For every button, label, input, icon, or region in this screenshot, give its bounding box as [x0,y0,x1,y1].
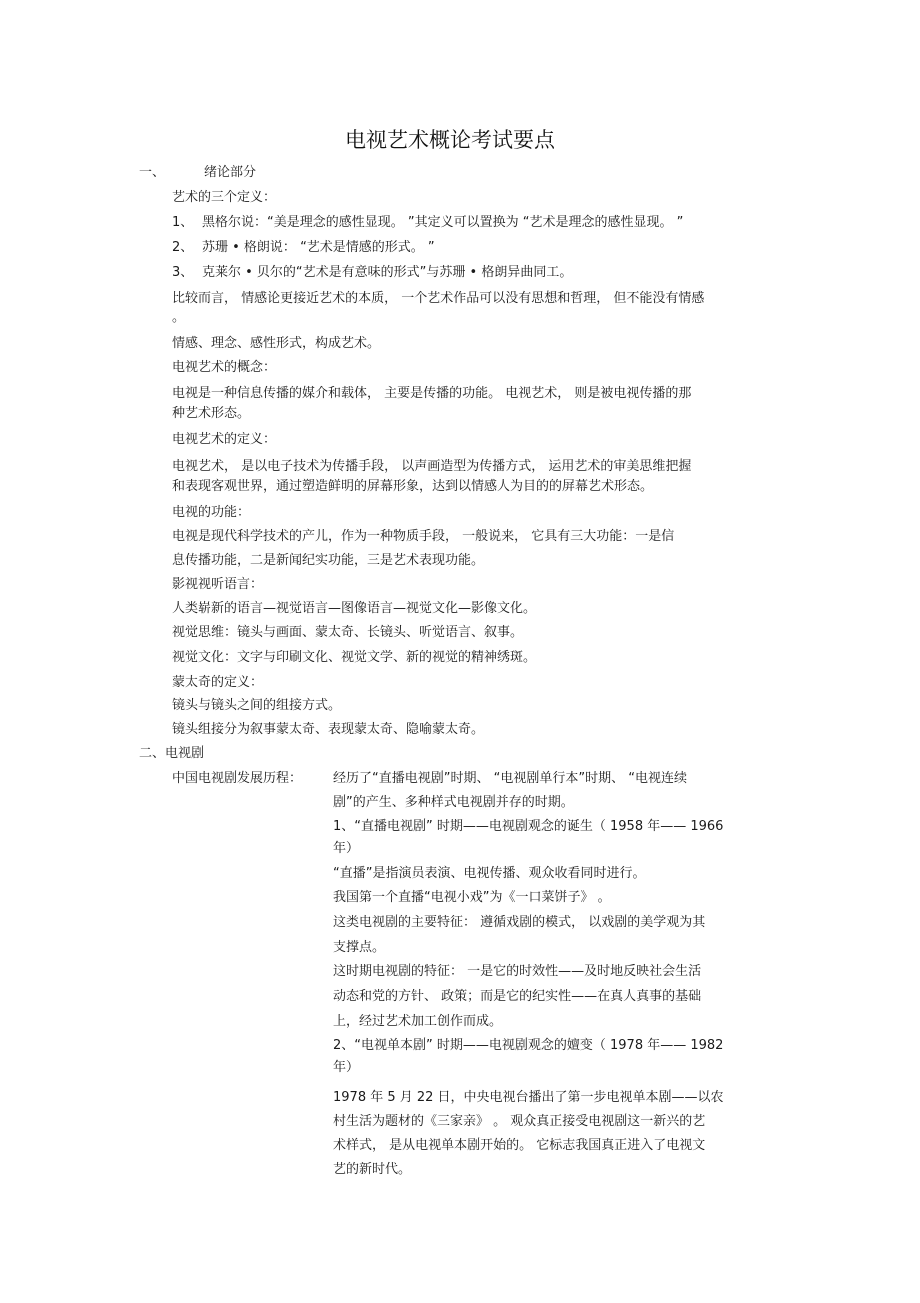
period-1-line-5: 这类电视剧的主要特征： 遵循戏剧的模式， 以戏剧的美学观为其 [333,915,706,930]
period-1-line-2: 年） [333,841,360,856]
section-2-title: 二、电视剧 [139,746,205,761]
defs-heading: 艺术的三个定义： [172,190,277,205]
compare-line-2: 。 [172,310,186,325]
period-2-line-3: 1978 年 5 月 22 日，中央电视台播出了第一步电视单本剧——以农 [333,1090,724,1105]
period-1-line-6: 支撑点。 [333,940,386,955]
document-title: 电视艺术概论考试要点 [345,128,555,152]
period-1-line-9: 上，经过艺术加工创作而成。 [333,1014,503,1029]
history-line-1: 经历了“直播电视剧”时期、 “电视剧单行本”时期、 “电视连续 [333,771,687,786]
history-label: 中国电视剧发展历程： [172,771,303,786]
section-1-title: 绪论部分 [204,165,257,180]
history-line-2: 剧”的产生、多种样式电视剧并存的时期。 [333,795,574,810]
concept-heading: 电视艺术的概念： [172,360,277,375]
definition-line-1: 电视艺术， 是以电子技术为传播手段， 以声画造型为传播方式， 运用艺术的审美思维把握 [172,459,692,474]
def-2-text: 苏珊 • 格朗说： “艺术是情感的形式。 ” [202,240,435,255]
def-3-number: 3、 [172,265,194,280]
av-language-line-2: 视觉思维：镜头与画面、蒙太奇、长镜头、听觉语言、叙事。 [172,625,524,640]
period-2-line-2: 年） [333,1060,360,1075]
concept-line-2: 种艺术形态。 [172,406,251,421]
def-2-number: 2、 [172,240,194,255]
montage-heading: 蒙太奇的定义： [172,675,264,690]
function-heading: 电视的功能： [172,505,251,520]
concept-line-1: 电视是一种信息传播的媒介和载体， 主要是传播的功能。 电视艺术， 则是被电视传播的那 [172,386,692,401]
definition-line-2: 和表现客观世界，通过塑造鲜明的屏幕形象，达到以情感人为目的的屏幕艺术形态。 [172,479,654,494]
av-language-line-3: 视觉文化：文字与印刷文化、视觉文学、新的视觉的精神绣斑。 [172,650,537,665]
function-line-2: 息传播功能，二是新闻纪实功能，三是艺术表现功能。 [172,553,485,568]
section-1-number: 一、 [139,165,166,180]
period-1-line-4: 我国第一个直播“电视小戏”为《一口菜饼子》 。 [333,890,611,905]
definition-heading: 电视艺术的定义： [172,432,277,447]
period-2-line-6: 艺的新时代。 [333,1162,412,1177]
function-line-1: 电视是现代科学技术的产儿，作为一种物质手段， 一般说来， 它具有三大功能：一是信 [172,529,675,544]
montage-line-1: 镜头与镜头之间的组接方式。 [172,698,342,713]
def-3-text: 克莱尔 • 贝尔的“艺术是有意味的形式”与苏珊 • 格朗异曲同工。 [202,265,573,280]
period-2-line-5: 术样式， 是从电视单本剧开始的。 它标志我国真正进入了电视文 [333,1138,706,1153]
period-2-line-1: 2、“电视单本剧” 时期——电视剧观念的嬗变（ 1978 年—— 1982 [333,1038,724,1053]
av-language-heading: 影视视听语言： [172,577,264,592]
compare-line-1: 比较而言， 情感论更接近艺术的本质， 一个艺术作品可以没有思想和哲理， 但不能没有情感 [172,291,705,306]
def-1-text: 黑格尔说：“美是理念的感性显现。 ”其定义可以置换为 “艺术是理念的感性显现。 ” [202,215,684,230]
def-1-number: 1、 [172,215,194,230]
montage-line-2: 镜头组接分为叙事蒙太奇、表现蒙太奇、隐喻蒙太奇。 [172,722,485,737]
period-2-line-4: 村生活为题材的《三家亲》 。 观众真正接受电视剧这一新兴的艺 [333,1114,706,1129]
av-language-line-1: 人类崭新的语言—视觉语言—图像语言—视觉文化—影像文化。 [172,601,537,616]
period-1-line-7: 这时期电视剧的特征： 一是它的时效性——及时地反映社会生活 [333,964,702,979]
compose-line: 情感、理念、感性形式，构成艺术。 [172,336,381,351]
period-1-line-3: “直播”是指演员表演、电视传播、观众收看同时进行。 [333,866,646,881]
period-1-line-8: 动态和党的方针、 政策；而是它的纪实性——在真人真事的基础 [333,989,702,1004]
period-1-line-1: 1、“直播电视剧” 时期——电视剧观念的诞生（ 1958 年—— 1966 [333,819,724,834]
